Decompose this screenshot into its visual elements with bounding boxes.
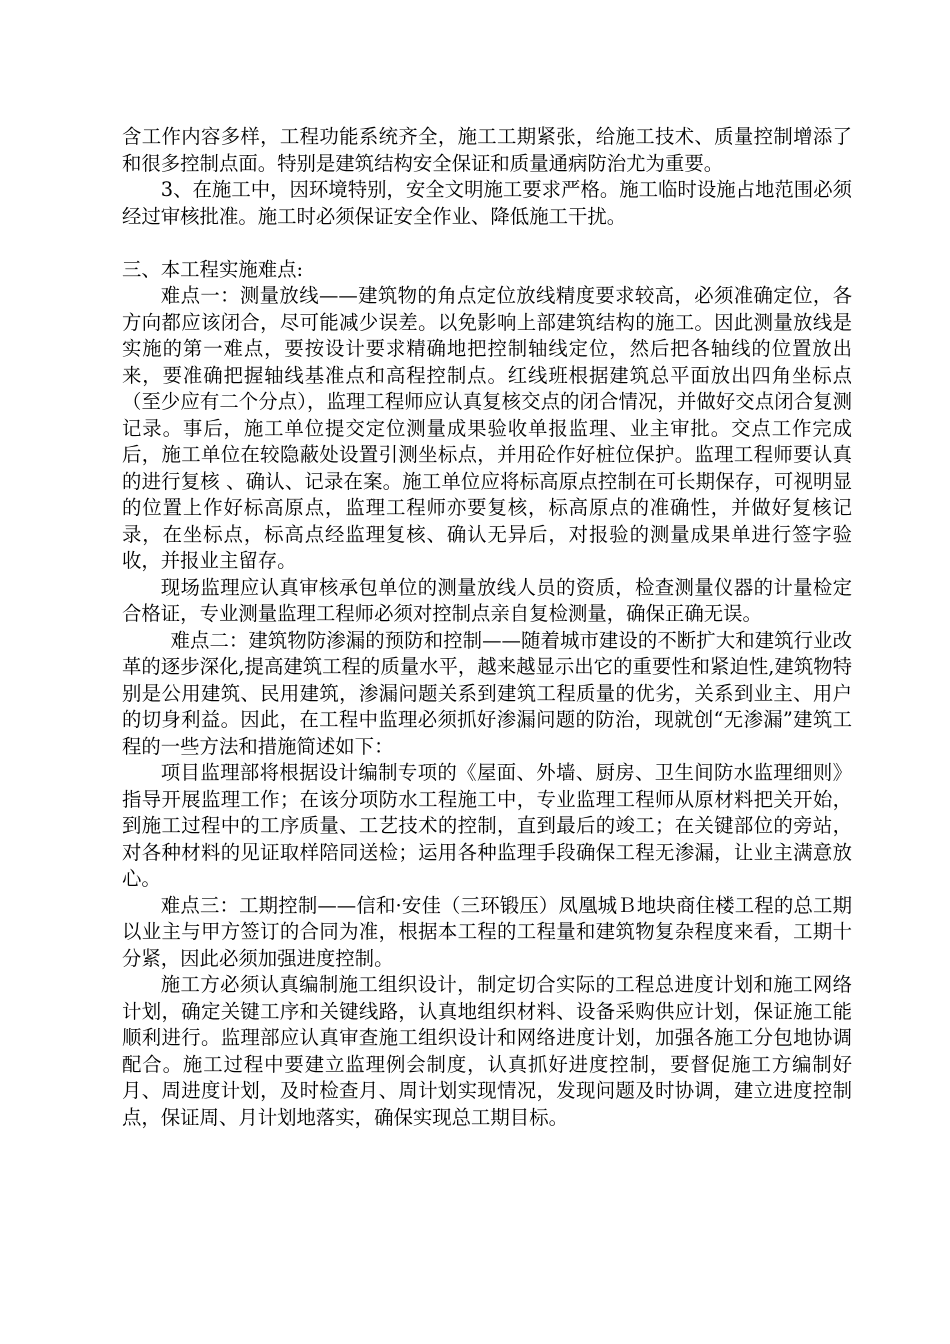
paragraph-waterproof-supervision: 项目监理部将根据设计编制专项的《屋面、外墙、厨房、卫生间防水监理细则》指导开展监理工作；在该分项防水工程施工中，专业监理工程师从原材料把关开始，到施工过程中的工序质量、工艺技术的控制，直到最后的竣工；在关键部位的旁站，对各种材料的见证取样陪同送检；运用各种监理手段确保工程无渗漏，让业主满意放心。 xyxy=(122,761,852,890)
paragraph-project-complexity: 含工作内容多样，工程功能系统齐全，施工工期紧张，给施工技术、质量控制增添了和很多控制点面。特别是建筑结构安全保证和质量通病防治尤为重要。 xyxy=(122,125,852,175)
paragraph-difficulty-three: 难点三：工期控制——信和·安佳（三环锻压）凤凰城Ｂ地块商住楼工程的总工期以业主与甲方签订的合同为准，根据本工程的工程量和建筑物复杂程度来看，工期十分紧，因此必须加强进度控制。 xyxy=(122,893,852,970)
paragraph-difficulty-one: 难点一：测量放线——建筑物的角点定位放线精度要求较高，必须准确定位，各方向都应该闭合，尽可能减少误差。以免影响上部建筑结构的施工。因此测量放线是实施的第一难点，要按设计要求精确地把控制轴线定位，然后把各轴线的位置放出来，要准确把握轴线基准点和高程控制点。红线班根据建筑总平面放出四角坐标点（至少应有二个分点），监理工程师应认真复核交点的闭合情况，并做好交点闭合复测记录。事后，施工单位提交定位测量成果验收单报监理、业主审批。交点工作完成后，施工单位在较隐蔽处设置引测坐标点，并用砼作好桩位保护。监理工程师要认真的进行复核 、确认、记录在案。施工单位应将标高原点控制在可长期保存，可视明显的位置上作好标高原点，监理工程师亦要复核，标高原点的准确性，并做好复核记录，在坐标点，标高点经监理复核、确认无异后，对报验的测量成果单进行签字验收，并报业主留存。 xyxy=(122,284,852,572)
document-page xyxy=(122,124,852,1131)
paragraph-schedule-control: 施工方必须认真编制施工组织设计，制定切合实际的工程总进度计划和施工网络计划，确定关键工序和关键线路，认真地组织材料、设备采购供应计划，保证施工能顺利进行。监理部应认真审查施工组织设计和网络进度计划，加强各施工分包地协调配合。施工过程中要建立监理例会制度，认真抓好进度控制，要督促施工方编制好月、周进度计划，及时检查月、周计划实现情况，发现问题及时协调，建立进度控制点，保证周、月计划地落实，确保实现总工期目标。 xyxy=(122,973,852,1129)
paragraph-environment: 3、在施工中，因环境特别，安全文明施工要求严格。施工临时设施占地范围必须经过审核批准。施工时必须保证安全作业、降低施工干扰。 xyxy=(122,178,852,228)
paragraph-surveyor-qualification: 现场监理应认真审核承包单位的测量放线人员的资质，检查测量仪器的计量检定合格证，专业测量监理工程师必须对控制点亲自复检测量，确保正确无误。 xyxy=(122,575,852,625)
paragraph-difficulty-two: 难点二：建筑物防渗漏的预防和控制——随着城市建设的不断扩大和建筑行业改革的逐步深化,提高建筑工程的质量水平，越来越显示出它的重要性和紧迫性,建筑物特别是公用建筑、民用建筑，渗漏问题关系到建筑工程质量的优劣，关系到业主、用户的切身利益。因此，在工程中监理必须抓好渗漏问题的防治，现就创“无渗漏”建筑工程的一些方法和措施简述如下： xyxy=(122,628,852,758)
section-heading-difficulties: 三、本工程实施难点: xyxy=(122,257,304,281)
